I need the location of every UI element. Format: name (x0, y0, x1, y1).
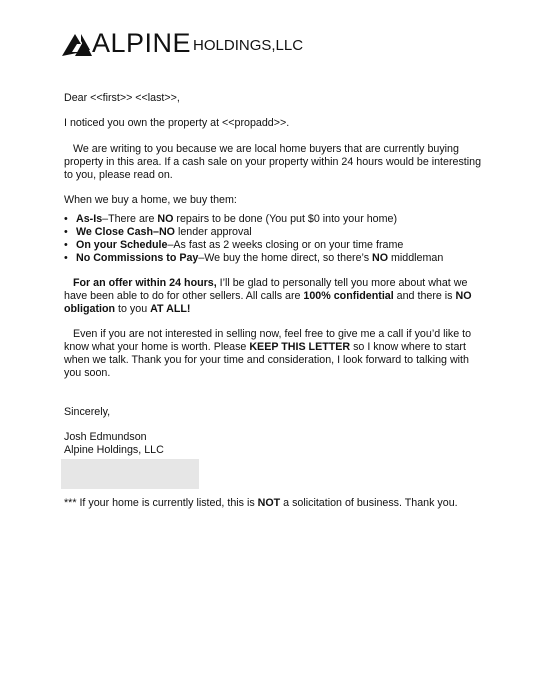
greeting: Dear <<first>> <<last>>, (64, 92, 180, 104)
benefit-text: –There are (102, 212, 158, 225)
keep-emphasis: KEEP THIS LETTER (249, 341, 351, 354)
benefit-title: We Close Cash–NO (76, 225, 175, 238)
list-item (64, 239, 484, 252)
offer-text: and there is (393, 289, 456, 302)
benefit-emphasis: NO (372, 251, 389, 264)
keep-text: Even if you are not interested in selling now, feel free to give me a call if you’d like to know what your home is worth. Please (64, 328, 472, 354)
footer-text: *** If your home is currently listed, this is (64, 497, 258, 510)
benefit-title: On your Schedule (76, 238, 168, 251)
list-item (64, 252, 484, 265)
benefit-title: No Commissions to Pay (76, 251, 199, 264)
benefit-text: –We buy the home direct, so there’s (198, 251, 373, 264)
sign-off: Sincerely, (64, 405, 111, 418)
footer-text: a solicitation of business. Thank you. (280, 497, 458, 510)
confidential-emphasis: 100% confidential (303, 289, 394, 302)
obligation-emphasis: NO obligation (64, 289, 472, 315)
benefits-list (64, 213, 484, 265)
benefit-emphasis: NO (157, 212, 174, 225)
benefit-text: middleman (388, 251, 444, 264)
signature-block (64, 431, 484, 489)
intro-line: I noticed you own the property at <<propadd>>. (64, 117, 290, 130)
mountain-logo-icon (62, 30, 92, 56)
lead-in: When we buy a home, we buy them: (64, 194, 237, 207)
letter-body (64, 92, 484, 523)
list-item (64, 213, 484, 226)
benefit-title: As-Is (76, 212, 103, 225)
benefit-text: lender approval (175, 225, 252, 238)
footer-note (64, 497, 484, 510)
offer-text: to you (115, 302, 151, 315)
benefit-text: –As fast as 2 weeks closing or on your time frame (167, 238, 404, 251)
benefit-text: repairs to be done (You put $0 into your home) (173, 212, 398, 225)
footer-emphasis: NOT (257, 497, 281, 510)
signer-company: Alpine Holdings, LLC (64, 444, 164, 457)
paragraph-keep-letter (64, 328, 484, 380)
paragraph-buying: We are writing to you because we are local home buyers that are currently buying property in this area. If a cash sale on your property within 24 hours would be interesting to you, please read on. (64, 142, 482, 181)
company-logo (62, 26, 303, 56)
paragraph-offer (64, 277, 484, 316)
offer-text: I’ll be glad to personally tell you more about what we have been able to do for other sellers. All calls are (64, 277, 468, 302)
offer-emphasis: For an offer within 24 hours, (73, 277, 217, 290)
at-all-emphasis: AT ALL! (150, 302, 191, 315)
signer-name: Josh Edmundson (64, 431, 147, 444)
keep-text: so I know where to start when we talk. Thank you for your time and consideration, I look forward to talking with you soon. (64, 341, 469, 379)
list-item (64, 226, 484, 239)
logo-main-text: ALPINE (92, 28, 192, 58)
redacted-contact-box (61, 459, 199, 489)
logo-sub-text: HOLDINGS,LLC (193, 37, 304, 54)
